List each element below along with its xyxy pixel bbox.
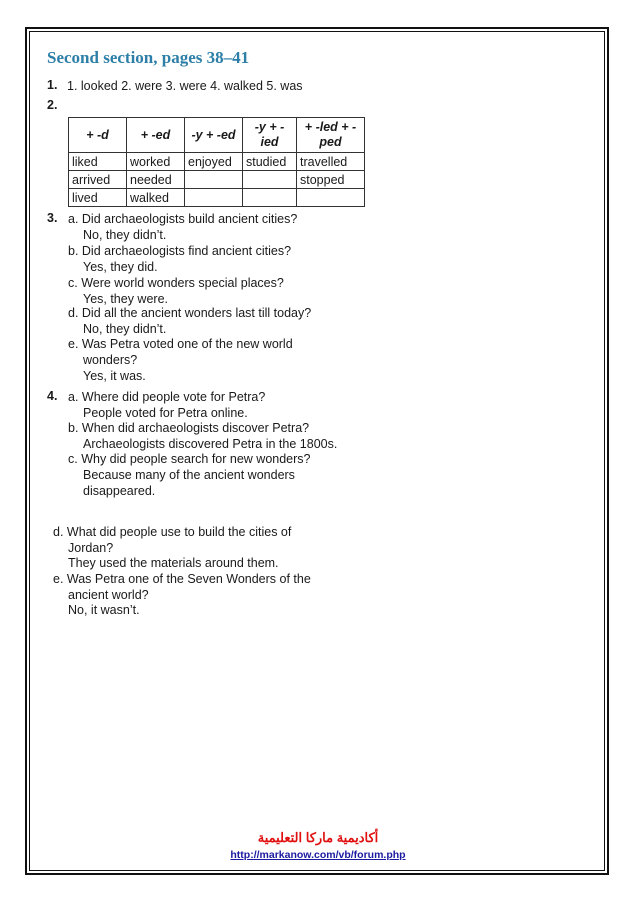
table-cell: travelled <box>297 153 365 171</box>
question-1-number: 1. <box>47 78 58 92</box>
verb-forms-table <box>68 117 365 207</box>
answer-line: ancient world? <box>68 588 149 602</box>
table-cell: needed <box>127 171 185 189</box>
table-cell <box>185 171 243 189</box>
table-row <box>69 171 365 189</box>
question-3-number: 3. <box>47 211 58 225</box>
footer-forum-link[interactable]: http://markanow.com/vb/forum.php <box>230 849 406 861</box>
table-cell <box>243 171 297 189</box>
table-cell <box>185 189 243 207</box>
question-1-answers: 1. looked 2. were 3. were 4. walked 5. was <box>67 79 303 93</box>
table-row <box>69 153 365 171</box>
table-cell: stopped <box>297 171 365 189</box>
answer-line: Jordan? <box>68 541 114 555</box>
table-cell: worked <box>127 153 185 171</box>
question-4-number: 4. <box>47 389 58 403</box>
answer-line: d. What did people use to build the cities of <box>53 525 292 539</box>
table-cell: walked <box>127 189 185 207</box>
answer-line: b. When did archaeologists discover Petra? <box>68 421 310 435</box>
section-title: Second section, pages 38–41 <box>47 48 250 67</box>
answer-line: Yes, they were. <box>83 292 169 306</box>
table-row <box>69 189 365 207</box>
answer-line: d. Did all the ancient wonders last till today? <box>68 306 312 320</box>
table-header: + -led + -ped <box>297 118 365 153</box>
answer-line: wonders? <box>83 353 138 367</box>
answer-line: Archaeologists discovered Petra in the 1800s. <box>83 437 338 451</box>
question-2-number: 2. <box>47 98 58 112</box>
answer-line: a. Did archaeologists build ancient cities? <box>68 212 298 226</box>
answer-line: They used the materials around them. <box>68 556 279 570</box>
answer-line: No, it wasn’t. <box>68 603 140 617</box>
table-cell: arrived <box>69 171 127 189</box>
answer-line: c. Were world wonders special places? <box>68 276 284 290</box>
answer-line: disappeared. <box>83 484 156 498</box>
table-header: + -ed <box>127 118 185 153</box>
table-cell: lived <box>69 189 127 207</box>
footer-academy-name: أكاديمية ماركا التعليمية <box>257 830 379 845</box>
answer-line: e. Was Petra one of the Seven Wonders of the <box>53 572 311 586</box>
answer-line: a. Where did people vote for Petra? <box>68 390 266 404</box>
table-cell: studied <box>243 153 297 171</box>
answer-line: People voted for Petra online. <box>83 406 248 420</box>
table-header: + -d <box>69 118 127 153</box>
table-header-row <box>69 118 365 153</box>
table-header: -y + -ed <box>185 118 243 153</box>
table-header: -y + -ied <box>243 118 297 153</box>
answer-line: No, they didn’t. <box>83 228 167 242</box>
table-cell: liked <box>69 153 127 171</box>
answer-line: b. Did archaeologists find ancient cities? <box>68 244 292 258</box>
table-cell: enjoyed <box>185 153 243 171</box>
answer-line: Yes, they did. <box>83 260 158 274</box>
table-cell <box>243 189 297 207</box>
answer-line: c. Why did people search for new wonders? <box>68 452 311 466</box>
table-cell <box>297 189 365 207</box>
answer-line: No, they didn’t. <box>83 322 167 336</box>
answer-line: Because many of the ancient wonders <box>83 468 295 482</box>
answer-line: Yes, it was. <box>83 369 146 383</box>
answer-line: e. Was Petra voted one of the new world <box>68 337 293 351</box>
